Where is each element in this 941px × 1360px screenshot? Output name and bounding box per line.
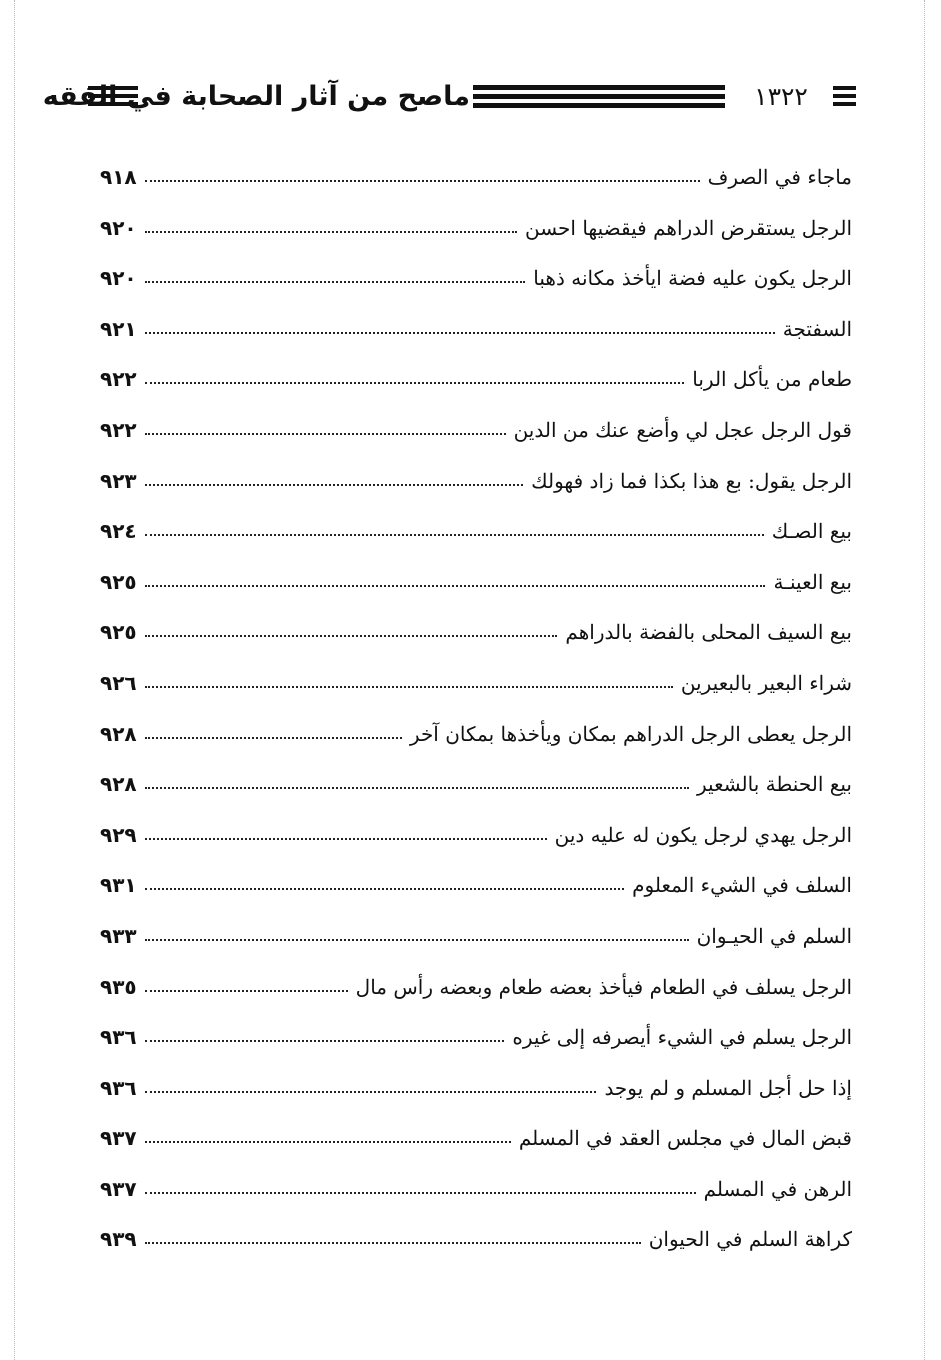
toc-leader-dots [145, 433, 506, 435]
toc-entry-title: طعام من يأكل الربا [692, 367, 852, 392]
toc-leader-dots [145, 737, 402, 739]
toc-entry-title: بيع العينـة [773, 569, 852, 594]
toc-entry-page: ٩٢٨ [100, 772, 137, 797]
toc-entry [100, 722, 852, 773]
toc-entry-title: الرجل يكون عليه فضة ايأخذ مكانه ذهبا [533, 266, 852, 291]
toc-entry [100, 1126, 852, 1177]
toc-leader-dots [145, 787, 689, 789]
toc-entry-title: السفتجة [782, 316, 852, 341]
toc-leader-dots [145, 281, 526, 283]
toc-entry-title: الرجل يستقرض الدراهم فيقضيها احسن [524, 215, 852, 240]
toc-entry [100, 671, 852, 722]
toc-entry-page: ٩٣٦ [100, 1025, 137, 1050]
toc-leader-dots [145, 1242, 641, 1244]
toc-leader-dots [145, 382, 685, 384]
book-title: ماصح من آثار الصحابة في الفقه [42, 81, 470, 112]
toc-leader-dots [145, 484, 524, 486]
toc-entry-title: كراهة السلم في الحيوان [648, 1227, 852, 1252]
toc-leader-dots [145, 635, 558, 637]
toc-entry [100, 1177, 852, 1228]
toc-entry-page: ٩٢٥ [100, 569, 137, 594]
toc-entry-page: ٩٢٢ [100, 367, 137, 392]
toc-leader-dots [145, 332, 775, 334]
toc-entry-title: شراء البعير بالبعيرين [680, 670, 852, 695]
toc-leader-dots [145, 1040, 505, 1042]
toc-leader-dots [145, 939, 689, 941]
toc-entry [100, 317, 852, 368]
toc-entry-title: الرجل يعطى الرجل الدراهم بمكان ويأخذها بمكان آخر [409, 721, 852, 746]
toc-entry [100, 519, 852, 570]
toc-entry [100, 570, 852, 621]
toc-entry-title: الرجل يسلم في الشيء أيصرفه إلى غيره [512, 1025, 852, 1050]
toc-entry [100, 924, 852, 975]
toc-entry-page: ٩٢٠ [100, 266, 137, 291]
toc-entry-title: الرهن في المسلم [703, 1176, 852, 1201]
toc-entry-title: الرجل يسلف في الطعام فيأخذ بعضه طعام وبعضه رأس مال [355, 974, 852, 999]
toc-leader-dots [145, 888, 624, 890]
toc-leader-dots [145, 585, 766, 587]
toc-entry-page: ٩٢٥ [100, 620, 137, 645]
toc-entry [100, 1025, 852, 1076]
toc-entry [100, 620, 852, 671]
toc-entry-page: ٩٢١ [100, 316, 137, 341]
table-of-contents [100, 165, 852, 1278]
toc-entry-page: ٩٣٣ [100, 923, 137, 948]
toc-entry-page: ٩٢٢ [100, 417, 137, 442]
toc-entry [100, 975, 852, 1026]
toc-entry-title: ماجاء في الصرف [707, 165, 852, 189]
header-rule-right [833, 86, 856, 106]
toc-entry-title: بيع الصـك [771, 519, 852, 544]
toc-entry-page: ٩٢٦ [100, 670, 137, 695]
toc-entry-page: ٩٣٧ [100, 1126, 137, 1151]
toc-entry [100, 367, 852, 418]
toc-leader-dots [145, 1091, 597, 1093]
toc-entry [100, 216, 852, 267]
toc-leader-dots [145, 1141, 511, 1143]
toc-entry [100, 469, 852, 520]
header-page-number: ١٣٢٢ [754, 82, 808, 111]
toc-entry-title: السلف في الشيء المعلوم [632, 873, 852, 898]
page-header [42, 72, 856, 122]
left-margin-guide [14, 0, 15, 1360]
toc-entry-page: ٩٢٣ [100, 468, 137, 493]
toc-entry-title: السلم في الحيـوان [696, 923, 852, 948]
toc-leader-dots [145, 231, 517, 233]
toc-entry-title: إذا حل أجل المسلم و لم يوجد [604, 1075, 852, 1100]
toc-entry [100, 266, 852, 317]
toc-entry-title: بيع الحنطة بالشعير [697, 772, 852, 797]
toc-entry-title: قبض المال في مجلس العقد في المسلم [518, 1126, 852, 1151]
toc-leader-dots [145, 1192, 696, 1194]
toc-leader-dots [145, 990, 348, 992]
toc-entry [100, 1227, 852, 1278]
toc-entry [100, 1076, 852, 1127]
toc-entry [100, 772, 852, 823]
toc-entry-title: قول الرجل عجل لي وأضع عنك من الدين [513, 417, 852, 442]
toc-entry-page: ٩٣٥ [100, 974, 137, 999]
toc-leader-dots [145, 180, 700, 182]
toc-entry-page: ٩١٨ [100, 165, 137, 189]
toc-entry [100, 873, 852, 924]
toc-entry-title: الرجل يهدي لرجل يكون له عليه دين [554, 822, 852, 847]
toc-entry-title: بيع السيف المحلى بالفضة بالدراهم [565, 620, 852, 645]
toc-leader-dots [145, 534, 764, 536]
toc-entry [100, 165, 852, 216]
toc-leader-dots [145, 838, 547, 840]
toc-leader-dots [145, 686, 673, 688]
toc-entry-title: الرجل يقول: بع هذا بكذا فما زاد فهولك [531, 468, 852, 493]
toc-entry-page: ٩٢٠ [100, 215, 137, 240]
toc-entry-page: ٩٢٤ [100, 519, 137, 544]
header-rule-middle [473, 85, 725, 108]
toc-entry-page: ٩٣١ [100, 873, 137, 898]
toc-entry-page: ٩٣٩ [100, 1227, 137, 1252]
toc-entry-page: ٩٣٧ [100, 1176, 137, 1201]
toc-entry-page: ٩٢٩ [100, 822, 137, 847]
toc-entry-page: ٩٢٨ [100, 721, 137, 746]
right-margin-guide [924, 0, 925, 1360]
toc-entry-page: ٩٣٦ [100, 1075, 137, 1100]
toc-entry [100, 823, 852, 874]
toc-entry [100, 418, 852, 469]
